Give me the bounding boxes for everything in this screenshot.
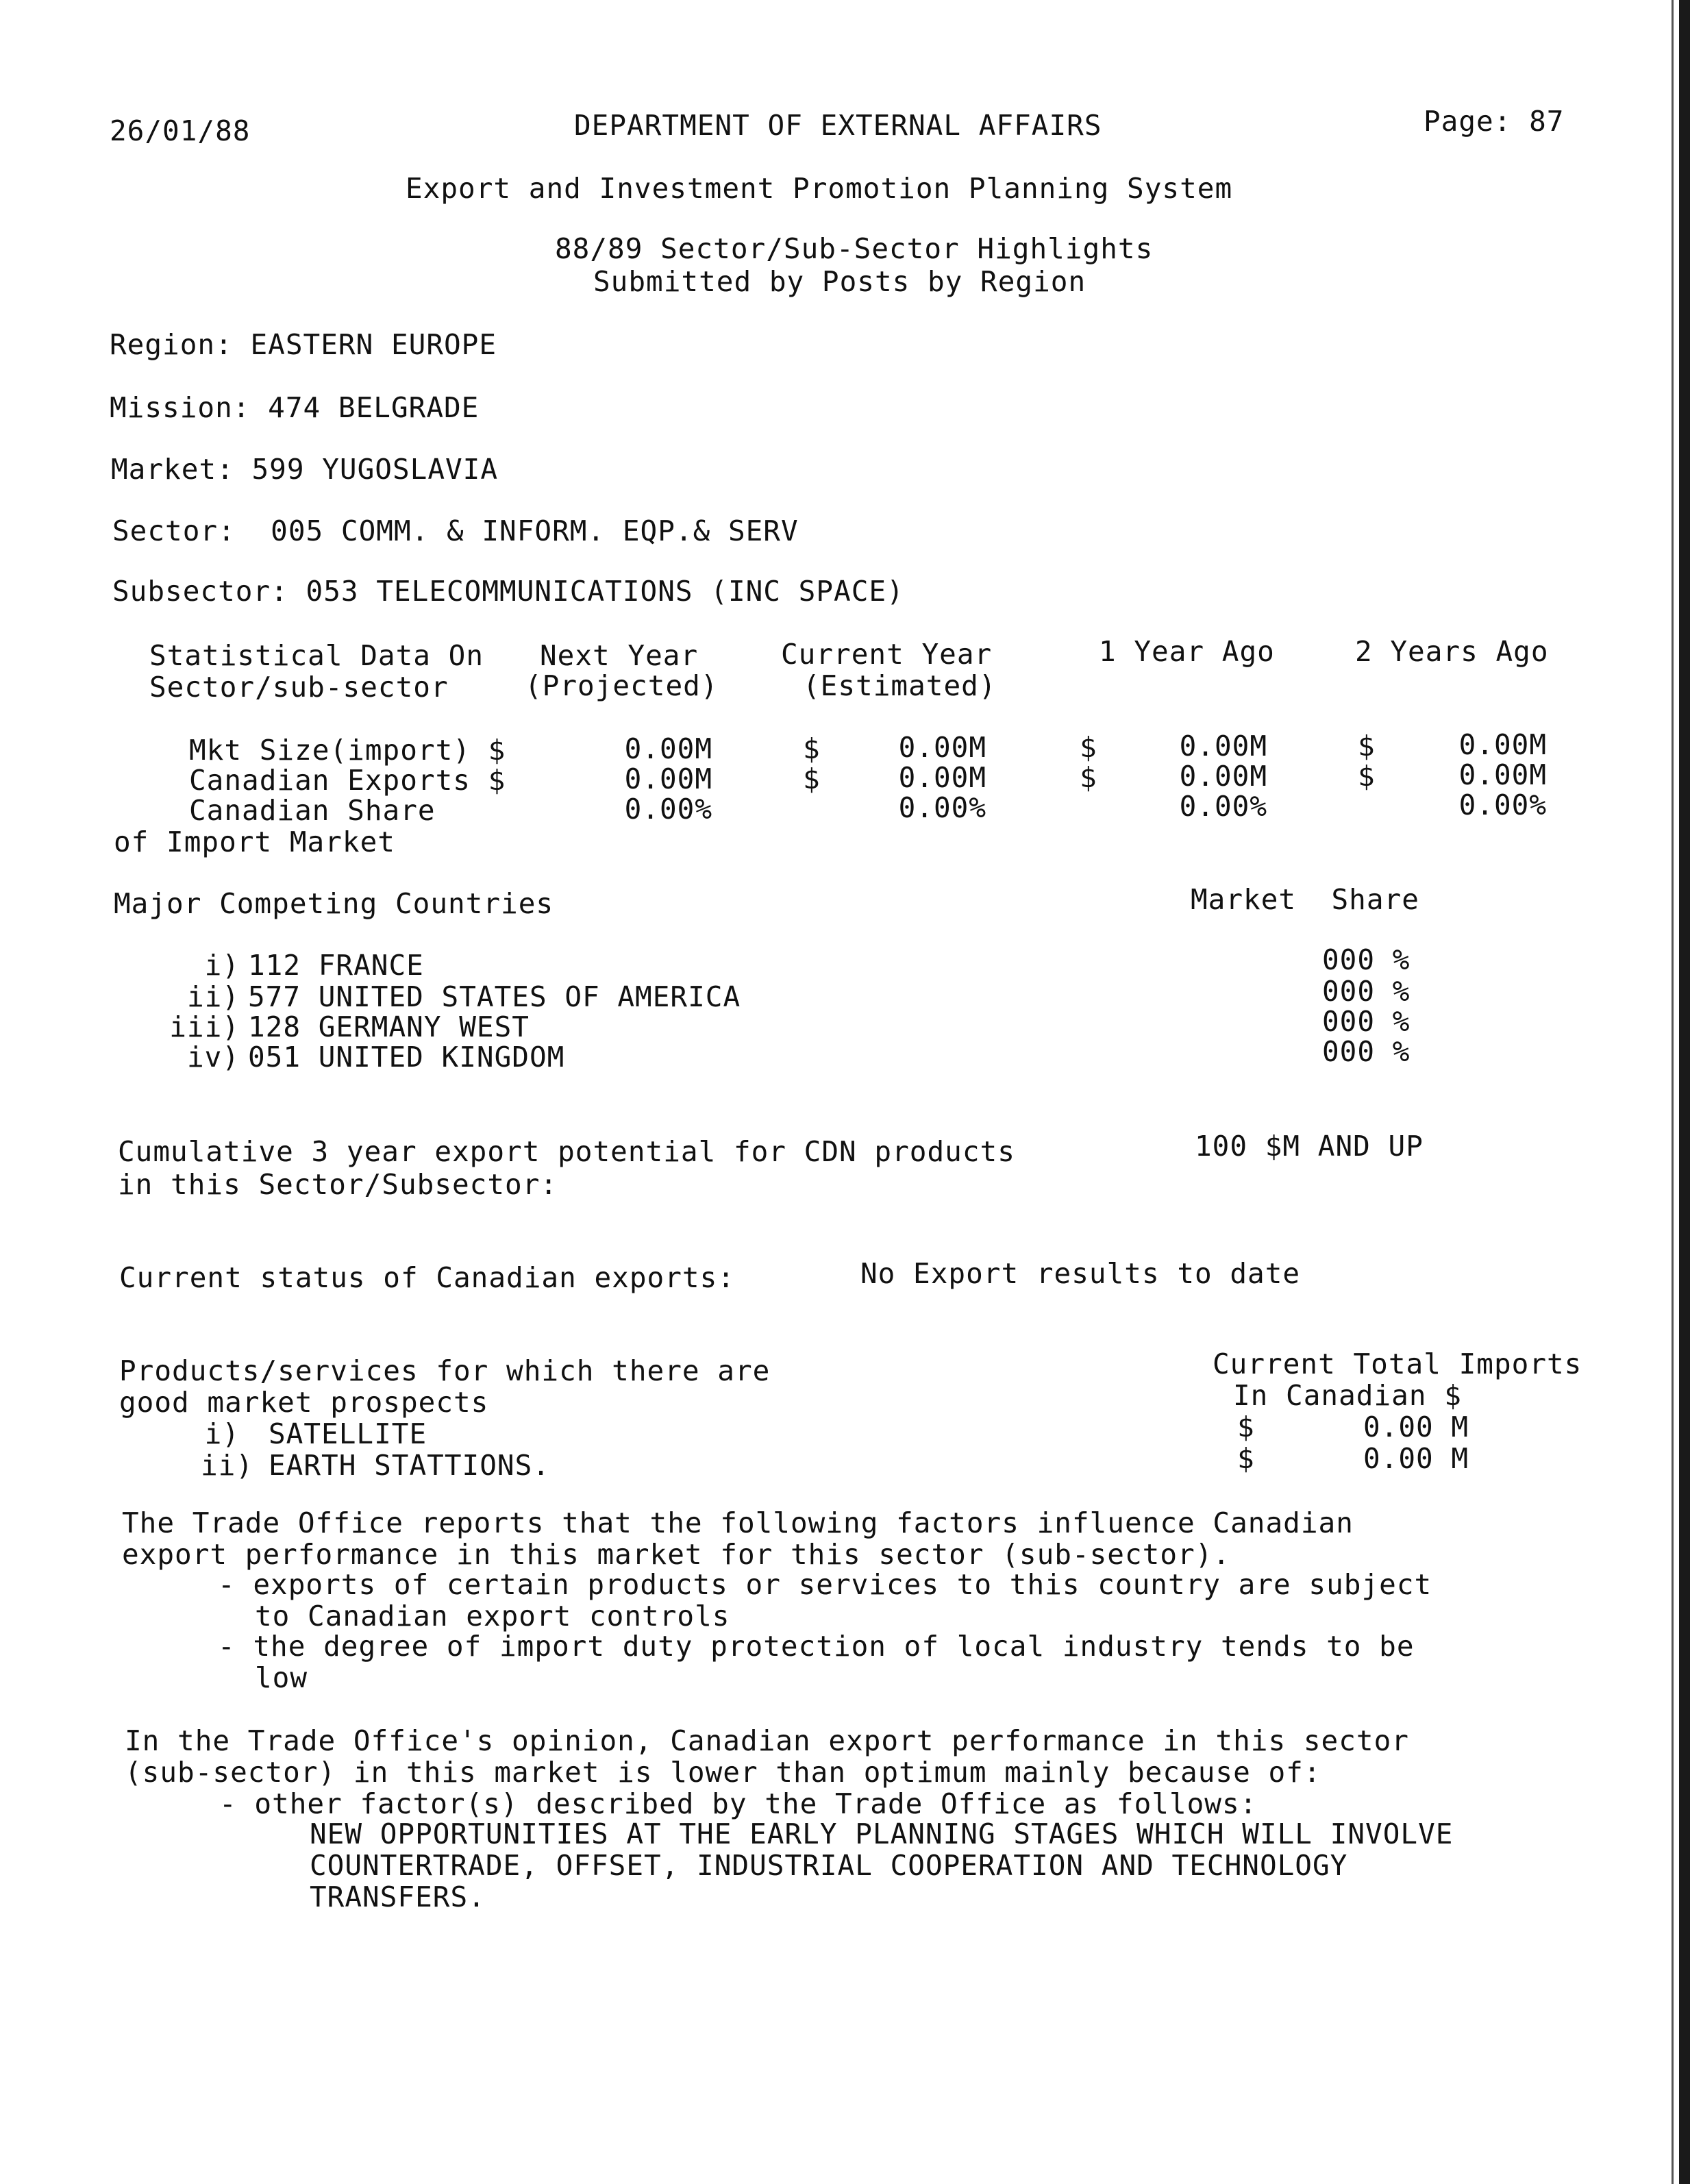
competitors-heading: Major Competing Countries: [114, 887, 554, 920]
stats-dollar: $: [803, 732, 821, 765]
potential-line-1: Cumulative 3 year export potential for CDN products: [118, 1135, 1015, 1168]
scan-edge-line: [1672, 0, 1674, 2184]
stats-share-label-2: of Import Market: [114, 826, 395, 858]
competitor-share: 000 %: [1322, 975, 1411, 1008]
product-import-value: 0.00 M: [1363, 1411, 1469, 1443]
opinion-text-line-3: TRANSFERS.: [310, 1881, 486, 1913]
competitor-share: 000 %: [1322, 943, 1411, 976]
stats-dollar: $: [1358, 730, 1376, 762]
stats-head-label-2: Sector/sub-sector: [149, 671, 449, 704]
product-name: EARTH STATTIONS.: [269, 1449, 550, 1482]
market-field: Market: 599 YUGOSLAVIA: [111, 453, 499, 486]
region-field: Region: EASTERN EUROPE: [110, 328, 497, 361]
stats-value: 0.00M: [898, 761, 986, 794]
product-number: i): [204, 1417, 240, 1450]
col-current-year: Current Year: [781, 638, 993, 671]
stats-dollar: $: [1080, 731, 1097, 764]
competitor-number: ii): [186, 980, 240, 1013]
stats-row-label: Mkt Size(import) $: [189, 734, 506, 767]
stats-value: 0.00%: [898, 791, 986, 824]
opinion-line-2: (sub-sector) in this market is lower than optimum mainly because of:: [125, 1756, 1321, 1789]
report-subtitle: Submitted by Posts by Region: [593, 265, 1086, 298]
imports-heading-1: Current Total Imports: [1213, 1348, 1582, 1380]
opinion-line-1: In the Trade Office's opinion, Canadian export performance in this sector: [125, 1724, 1409, 1757]
stats-value: 0.00%: [1458, 789, 1547, 821]
sector-field: Sector: 005 COMM. & INFORM. EQP.& SERV: [112, 514, 799, 547]
stats-value: 0.00%: [624, 793, 712, 826]
competitor-share: 000 %: [1322, 1005, 1411, 1038]
product-dollar: $: [1237, 1442, 1255, 1475]
stats-value: 0.00M: [624, 762, 712, 795]
competitor-number: iii): [169, 1010, 240, 1043]
stats-value: 0.00M: [1458, 758, 1547, 791]
col-next-year-sub: (Projected): [525, 669, 719, 702]
col-1-year-ago: 1 Year Ago: [1099, 635, 1275, 668]
status-label: Current status of Canadian exports:: [119, 1261, 735, 1294]
opinion-bullet: - other factor(s) described by the Trade Office as follows:: [219, 1787, 1258, 1820]
product-number: ii): [200, 1449, 253, 1482]
potential-value: 100 $M AND UP: [1195, 1130, 1424, 1163]
stats-value: 0.00M: [624, 732, 712, 765]
products-line-1: Products/services for which there are: [119, 1354, 771, 1387]
stats-value: 0.00M: [1179, 730, 1267, 762]
status-value: No Export results to date: [860, 1257, 1301, 1290]
col-current-year-sub: (Estimated): [803, 669, 997, 702]
col-next-year: Next Year: [540, 639, 699, 672]
competitor-country: 128 GERMANY WEST: [248, 1010, 530, 1043]
potential-line-2: in this Sector/Subsector:: [118, 1168, 558, 1201]
factors-line-1: The Trade Office reports that the following factors influence Canadian: [122, 1506, 1354, 1539]
imports-heading-2: In Canadian $: [1233, 1379, 1462, 1412]
competitor-number: i): [204, 949, 240, 982]
product-dollar: $: [1237, 1411, 1255, 1443]
stats-dollar: $: [1358, 760, 1376, 793]
factor-bullet-1: - exports of certain products or services to this country are subject: [218, 1568, 1432, 1601]
page-number: Page: 87: [1424, 105, 1565, 138]
subsector-field: Subsector: 053 TELECOMMUNICATIONS (INC SPACE): [112, 575, 904, 608]
col-2-years-ago: 2 Years Ago: [1355, 635, 1549, 668]
factor-bullet-2: - the degree of import duty protection of local industry tends to be: [218, 1630, 1415, 1663]
stats-head-label-1: Statistical Data On: [149, 639, 484, 672]
stats-value: 0.00%: [1179, 790, 1267, 823]
stats-row-label: Canadian Exports $: [189, 764, 506, 797]
stats-dollar: $: [803, 762, 821, 795]
stats-value: 0.00M: [1458, 728, 1547, 761]
competitor-share: 000 %: [1322, 1035, 1411, 1068]
factors-line-2: export performance in this market for this sector (sub-sector).: [122, 1538, 1231, 1571]
competitor-country: 577 UNITED STATES OF AMERICA: [248, 980, 741, 1013]
market-share-heading: Market Share: [1191, 883, 1419, 916]
stats-value: 0.00M: [1179, 760, 1267, 793]
scan-edge-bar: [1679, 0, 1690, 2184]
factor-bullet-2-cont: low: [255, 1661, 308, 1694]
opinion-text-line-2: COUNTERTRADE, OFFSET, INDUSTRIAL COOPERATION AND TECHNOLOGY: [310, 1849, 1348, 1882]
product-name: SATELLITE: [269, 1417, 427, 1450]
products-line-2: good market prospects: [119, 1386, 489, 1419]
report-date: 26/01/88: [110, 114, 251, 147]
product-import-value: 0.00 M: [1363, 1442, 1469, 1475]
mission-field: Mission: 474 BELGRADE: [110, 391, 480, 424]
competitor-country: 051 UNITED KINGDOM: [248, 1041, 565, 1074]
stats-row-label: Canadian Share: [189, 794, 436, 827]
opinion-text-line-1: NEW OPPORTUNITIES AT THE EARLY PLANNING STAGES WHICH WILL INVOLVE: [310, 1817, 1454, 1850]
competitor-number: iv): [186, 1041, 240, 1074]
report-title: 88/89 Sector/Sub-Sector Highlights: [555, 232, 1154, 265]
stats-value: 0.00M: [898, 731, 986, 764]
competitor-country: 112 FRANCE: [248, 949, 424, 982]
department-title: DEPARTMENT OF EXTERNAL AFFAIRS: [574, 109, 1102, 142]
system-title: Export and Investment Promotion Planning System: [406, 172, 1233, 205]
factor-bullet-1-cont: to Canadian export controls: [255, 1600, 730, 1633]
stats-dollar: $: [1080, 761, 1097, 794]
